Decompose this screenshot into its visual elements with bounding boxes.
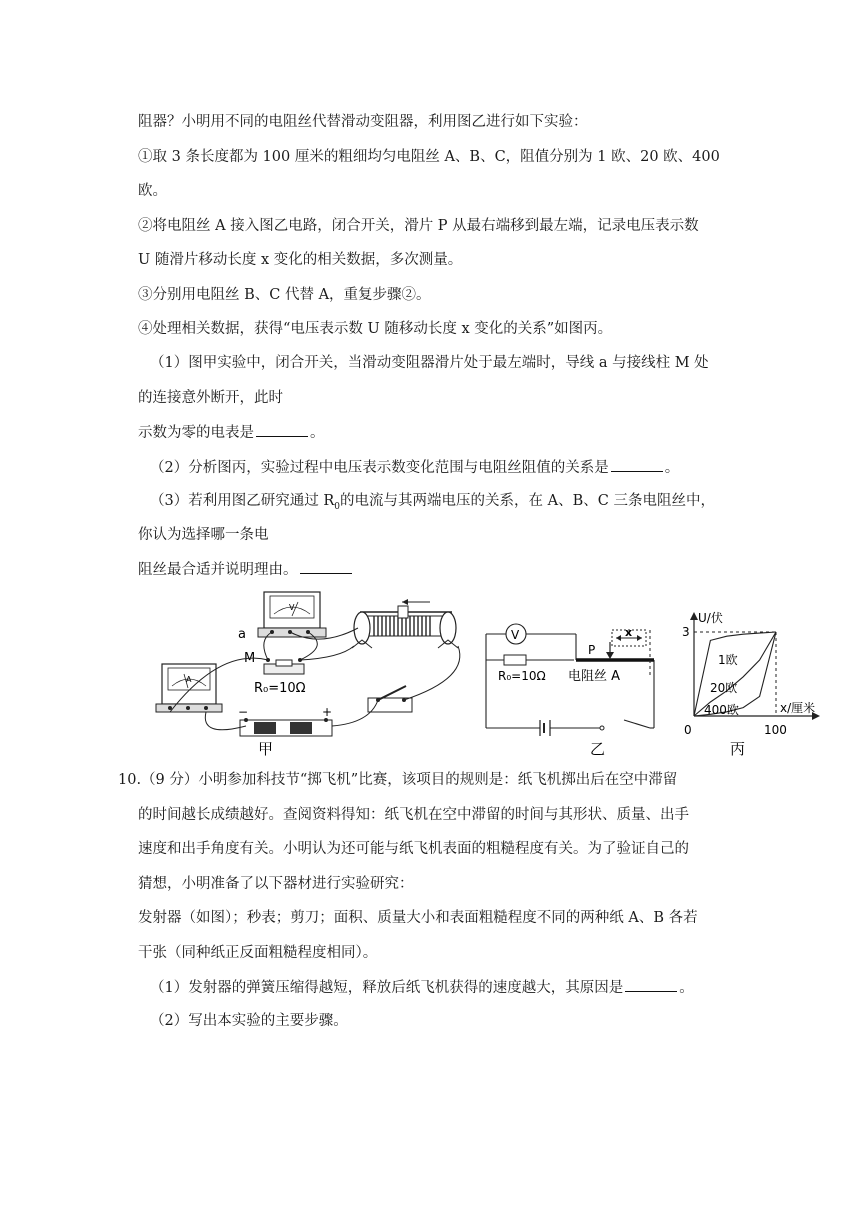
bing-y-max: 3 bbox=[682, 625, 690, 639]
text-line-14-body: 阻丝最合适并说明理由。 bbox=[138, 562, 298, 578]
figures-row bbox=[140, 588, 830, 763]
q10-line-4: 猜想，小明准备了以下器材进行实验研究： bbox=[138, 876, 414, 892]
voltmeter-letter: V bbox=[289, 603, 295, 612]
yi-switch bbox=[600, 726, 604, 730]
bing-label-400: 400欧 bbox=[704, 703, 739, 717]
bing-label-20: 20欧 bbox=[710, 681, 738, 695]
q10-line-5: 发射器（如图）；秒表；剪刀；面积、质量大小和表面粗糙程度不同的两种纸 A、B 各若 bbox=[138, 910, 698, 926]
text-line-6: ③分别用电阻丝 B、C 代替 A，重复步骤②。 bbox=[138, 287, 431, 303]
text-line-11 bbox=[150, 457, 679, 478]
rheostat-device bbox=[352, 599, 458, 648]
text-line-7: ④处理相关数据，获得“电压表示数 U 随移动长度 x 变化的关系”如图丙。 bbox=[138, 321, 613, 337]
text-line-10 bbox=[138, 422, 325, 443]
answer-blank-3[interactable] bbox=[300, 559, 352, 574]
text-line-10-body: 示数为零的电表是 bbox=[138, 425, 254, 441]
caption-yi: 乙 bbox=[590, 740, 606, 758]
text-line-12 bbox=[150, 491, 715, 517]
bing-origin: 0 bbox=[684, 723, 692, 737]
q10-line-7 bbox=[150, 977, 694, 998]
text-line-4: ②将电阻丝 A 接入图乙电路，闭合开关，滑片 P 从最右端移到最左端，记录电压表示数 bbox=[138, 218, 699, 234]
yi-label-r0: R₀=10Ω bbox=[498, 669, 546, 683]
label-a: a bbox=[238, 627, 246, 642]
subscript-zero: 0 bbox=[334, 501, 340, 512]
label-m: M bbox=[244, 651, 256, 666]
figure-jia bbox=[156, 592, 460, 758]
label-minus: − bbox=[238, 705, 249, 719]
yi-resistor-symbol bbox=[504, 655, 526, 665]
figures-svg bbox=[140, 588, 830, 763]
text-line-5: U 随滑片移动长度 x 变化的相关数据，多次测量。 bbox=[138, 252, 463, 268]
text-line-9: 的连接意外断开，此时 bbox=[138, 390, 283, 406]
label-r0-jia: R₀=10Ω bbox=[254, 681, 306, 696]
text-line-13: 你认为选择哪一条电 bbox=[138, 527, 269, 543]
bing-label-1: 1欧 bbox=[718, 653, 738, 667]
q10-line-2: 的时间越长成绩越好。查阅资料得知：纸飞机在空中滞留的时间与其形状、质量、出手 bbox=[138, 807, 689, 823]
q10-line-3: 速度和出手角度有关。小明认为还可能与纸飞机表面的粗糙程度有关。为了验证自己的 bbox=[138, 841, 689, 857]
yi-label-x: x bbox=[625, 626, 633, 639]
text-line-2: ①取 3 条长度都为 100 厘米的粗细均匀电阻丝 A、B、C，阻值分别为 1 欧、20 欧、400 bbox=[138, 149, 720, 165]
q10-line-6: 干张（同种纸正反面粗糙程度相同）。 bbox=[138, 945, 378, 961]
figure-yi bbox=[486, 624, 654, 758]
text-line-10-end: 。 bbox=[310, 425, 325, 441]
ammeter-letter: A bbox=[186, 675, 192, 684]
caption-bing: 丙 bbox=[730, 740, 746, 758]
q10-line-7-end: 。 bbox=[679, 980, 694, 996]
resistor-r0-device bbox=[264, 658, 304, 674]
switch-device bbox=[368, 686, 412, 712]
yi-label-p: P bbox=[588, 643, 596, 657]
text-line-12-b: 的电流与其两端电压的关系，在 A、B、C 三条电阻丝中， bbox=[340, 493, 715, 509]
bing-x-max: 100 bbox=[764, 723, 787, 737]
text-line-12-a: （3）若利用图乙研究通过 R bbox=[150, 493, 335, 509]
bing-x-label: x/厘米 bbox=[780, 701, 816, 715]
figure-bing bbox=[682, 610, 820, 758]
answer-blank-1[interactable] bbox=[256, 422, 308, 437]
q10-line-8: （2）写出本实验的主要步骤。 bbox=[150, 1013, 348, 1029]
bing-y-label: U/伏 bbox=[698, 611, 723, 625]
text-line-11-body: （2）分析图丙，实验过程中电压表示数变化范围与电阻丝阻值的关系是 bbox=[150, 460, 609, 476]
yi-label-wire: 电阻丝 A bbox=[568, 669, 621, 684]
text-line-3: 欧。 bbox=[138, 183, 167, 199]
q10-line-1: 10.（9 分）小明参加科技节“掷飞机”比赛，该项目的规则是：纸飞机掷出后在空中滞留 bbox=[118, 772, 678, 788]
text-line-8: （1）图甲实验中，闭合开关，当滑动变阻器滑片处于最左端时，导线 a 与接线柱 M 处 bbox=[150, 355, 709, 371]
answer-blank-2[interactable] bbox=[611, 457, 663, 472]
caption-jia: 甲 bbox=[258, 740, 274, 758]
battery-device bbox=[240, 718, 332, 736]
voltmeter-device bbox=[258, 592, 326, 637]
q10-line-7-body: （1）发射器的弹簧压缩得越短，释放后纸飞机获得的速度越大，其原因是 bbox=[150, 980, 624, 996]
text-line-1: 阻器？小明用不同的电阻丝代替滑动变阻器，利用图乙进行如下实验： bbox=[138, 114, 588, 130]
answer-blank-4[interactable] bbox=[625, 977, 677, 992]
text-line-11-end: 。 bbox=[664, 460, 680, 476]
label-plus: + bbox=[322, 705, 333, 719]
yi-voltmeter-letter: V bbox=[511, 628, 520, 642]
text-line-14 bbox=[138, 559, 354, 580]
